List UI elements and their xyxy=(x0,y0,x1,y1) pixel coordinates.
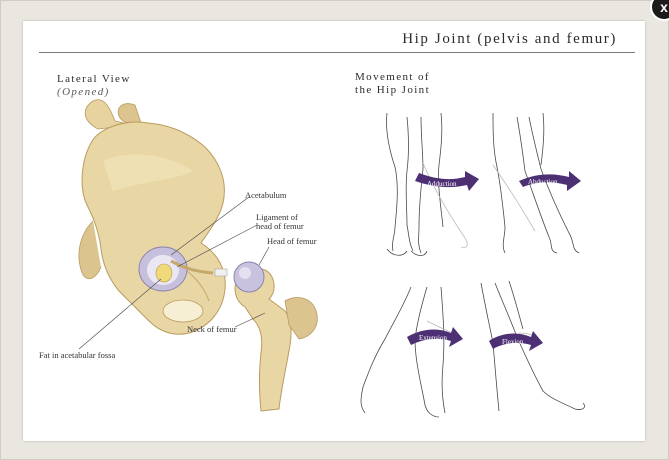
lateral-view-subheading: (Opened) xyxy=(57,86,110,98)
neck-of-femur-label: Neck of femur xyxy=(187,324,237,334)
movement-heading-line1: Movement of xyxy=(355,71,430,83)
close-button[interactable]: x xyxy=(650,0,669,21)
femur-bone xyxy=(215,262,317,411)
flexion-label: Flexion xyxy=(502,338,524,346)
movement-heading-line2: the Hip Joint xyxy=(355,84,431,96)
anatomy-illustration xyxy=(23,21,645,441)
ligament-label-line1: Ligament of xyxy=(256,212,298,222)
head-of-femur-label: Head of femur xyxy=(267,236,317,246)
extension-label: Extension xyxy=(419,334,447,342)
acetabulum-label: Acetabulum xyxy=(245,190,287,200)
fat-in-acetabular-fossa-label: Fat in acetabular fossa xyxy=(39,350,116,360)
adduction-label: Adduction xyxy=(427,180,457,188)
page-title: Hip Joint (pelvis and femur) xyxy=(402,31,617,47)
ligament-label-line2: head of femur xyxy=(256,221,304,231)
pelvis-bone xyxy=(79,100,225,335)
diagram-page xyxy=(23,21,645,441)
abduction-label: Abduction xyxy=(528,178,558,186)
movement-leg-figures xyxy=(361,113,585,417)
lateral-view-heading: Lateral View xyxy=(57,73,131,85)
ligament-label xyxy=(256,213,304,231)
